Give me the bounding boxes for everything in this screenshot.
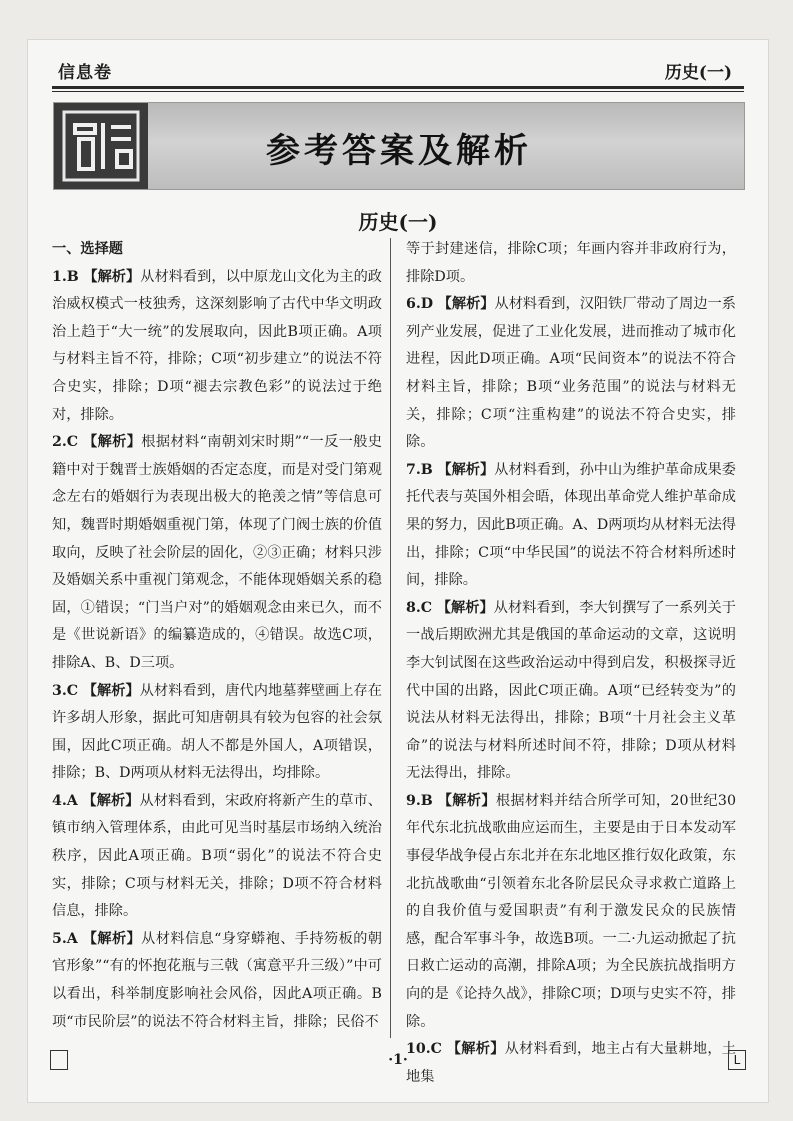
answer-item [52, 678, 382, 788]
answer-item [52, 264, 382, 430]
analysis-text: 从材料看到，汉阳铁厂带动了周边一系列产业发展，促进了工业化发展，进而推动了城市化进程，因此D项正确。A项“民间资本”的说法不符合材料主旨，排除；B项“业务范围”的说法与材料无关，排除；C项“注重构建”的说法不符合史实，排除。 [406, 296, 736, 451]
answer-item [406, 788, 736, 1036]
answer-number: 6.D [406, 296, 434, 313]
header-rule-thin [52, 91, 744, 92]
analysis-tag: 【解析】 [437, 792, 496, 809]
analysis-text: 从材料看到，孙中山为维护革命成果委托代表与英国外相会晤，体现出革命党人维护革命成果的努力，因此B项正确。A、D两项均从材料无法得出，排除；C项“中华民国”的说法不符合材料所述时间，排除。 [406, 461, 736, 589]
answer-number: 9.B [406, 792, 433, 809]
analysis-text: 从材料看到，李大钊撰写了一系列关于一战后期欧洲尤其是俄国的革命运动的文章，这说明李大钊试图在这些政治运动中得到启发，积极探寻近代中国的出路，因此C项正确。A项“已经转变为”的说法从材料无法得出，排除；B项“十月社会主义革命”的说法与材料所述时间不符，排除；D项从材料无法得出，排除。 [406, 599, 736, 782]
analysis-tag: 【解析】 [82, 930, 142, 947]
title-banner [53, 102, 745, 190]
answer-item [52, 926, 382, 1036]
answer-item [52, 429, 382, 677]
analysis-tag: 【解析】 [437, 461, 495, 478]
analysis-text: 从材料信息“身穿蟒袍、手持笏板的朝官形象”“有的怀抱花瓶与三戟（寓意平升三级）”中可以看出，科举制度影响社会风俗，因此A项正确。B项“市民阶层”的说法不符合材料主旨，排除；民俗不 [52, 930, 382, 1030]
header-left-label: 信息卷 [58, 63, 112, 83]
section-subtitle: 历史(一) [358, 210, 438, 234]
left-column [52, 236, 382, 1038]
answer-number: 8.C [406, 599, 433, 616]
header-right-label: 历史(一) [664, 63, 732, 83]
corner-box-right: L [728, 1050, 746, 1070]
analysis-text: 从材料看到，唐代内地墓葬壁画上存在许多胡人形象，据此可知唐朝具有较为包容的社会氛围，因此C项正确。胡人不都是外国人，A项错误，排除；B、D两项从材料无法得出，均排除。 [52, 682, 382, 782]
page-number: ·1· [388, 1052, 408, 1068]
analysis-tag: 【解析】 [436, 599, 494, 616]
header-rule [52, 86, 744, 89]
column-divider [390, 238, 391, 1038]
answer-item [406, 291, 736, 457]
answer-number: 2.C [52, 434, 79, 451]
answer-sheet-page [28, 40, 768, 1102]
right-column [406, 236, 736, 1085]
answer-number: 7.B [406, 461, 433, 478]
analysis-tag: 【解析】 [437, 296, 495, 313]
answer-number: 5.A [52, 930, 78, 947]
analysis-text: 根据材料并结合所学可知，20世纪30年代东北抗战歌曲应运而生，主要是由于日本发动军事侵华战争侵占东北并在东北地区推行奴化政策，东北抗战歌曲“引领着东北各阶层民众寻求救亡道路上的自我价值与爱国职责”有利于激发民众的民族情感，配合军事斗争，故选B项。一二·九运动掀起了抗日救亡运动的高潮，排除A项；为全民族抗战指明方向的是《论持久战》，排除C项；D项与史实不符，排除。 [406, 792, 736, 1030]
banner-title: 参考答案及解析 [266, 131, 532, 171]
answer-item [406, 457, 736, 595]
analysis-tag: 【解析】 [83, 434, 142, 451]
analysis-tag: 【解析】 [446, 1041, 505, 1058]
analysis-tag: 【解析】 [82, 682, 140, 699]
answer-item [52, 788, 382, 926]
answer-number: 10.C [406, 1041, 442, 1058]
answer-item [406, 595, 736, 788]
analysis-text: 根据材料“南朝刘宋时期”“一反一般史籍中对于魏晋士族婚姻的否定态度，而是对受门第观念左右的婚姻行为表现出极大的艳羡之情”等信息可知，魏晋时期婚姻重视门第，体现了门阀士族的价值取向，反映了社会阶层的固化，②③正确；材料只涉及婚姻关系中重视门第观念，不能体现婚姻关系的稳固，①错误；“门当户对”的婚姻观念由来已久，而不是《世说新语》的编纂造成的，④错误。故选C项，排除A、B、D三项。 [52, 434, 382, 671]
analysis-tag: 【解析】 [83, 268, 141, 285]
analysis-tag: 【解析】 [82, 792, 140, 809]
answer-number: 3.C [52, 682, 79, 699]
section-heading: 一、选择题 [52, 241, 123, 257]
analysis-text: 从材料看到，宋政府将新产生的草市、镇市纳入管理体系，由此可见当时基层市场纳入统治秩序，因此A项正确。B项“弱化”的说法不符合史实，排除；C项与材料无关，排除；D项不符合材料信息，排除。 [52, 792, 382, 920]
continuation-text: 等于封建迷信，排除C项；年画内容并非政府行为，排除D项。 [406, 241, 736, 285]
analysis-text: 从材料看到，以中原龙山文化为主的政治威权模式一枝独秀，这深刻影响了古代中华文明政治上趋于“大一统”的发展取向，因此B项正确。A项与材料主旨不符，排除；C项“初步建立”的说法不符合史实，排除；D项“褪去宗教色彩”的说法过于绝对，排除。 [52, 268, 382, 423]
answer-number: 1.B [52, 268, 79, 285]
analysis-text: 从材料看到，地主占有大量耕地，土地集 [406, 1041, 736, 1085]
answer-number: 4.A [52, 792, 78, 809]
